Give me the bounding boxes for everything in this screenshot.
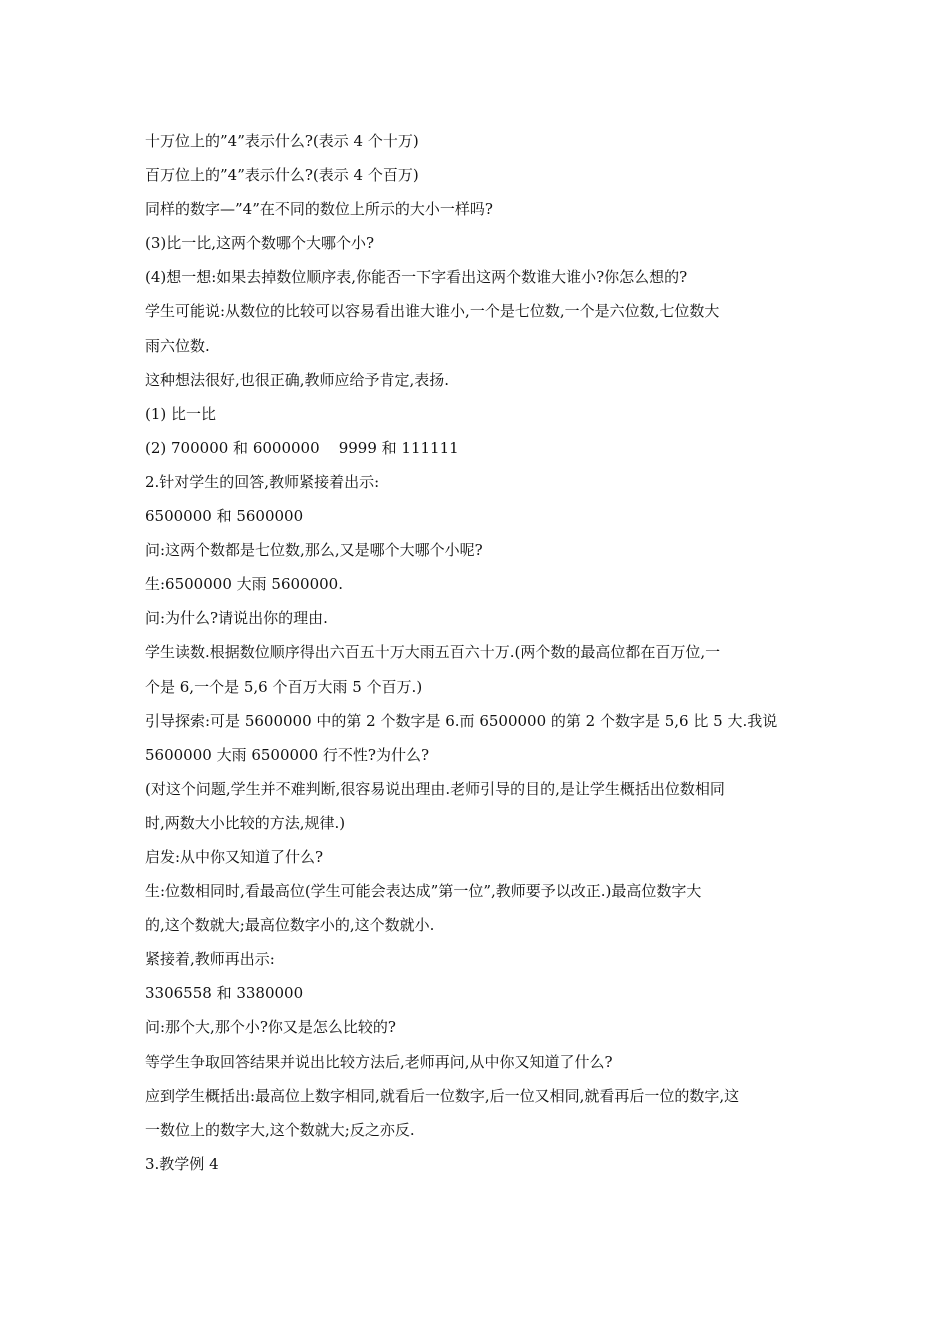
text-line: (4)想一想:如果去掉数位顺序表,你能否一下字看出这两个数谁大谁小?你怎么想的? [145,268,688,287]
text-line: 引导探索:可是 5600000 中的第 2 个数字是 6.而 6500000 的第 2 个数字是 5,6 比 5 大.我说 [145,711,778,730]
text-line: 3306558 和 3380000 [145,984,304,1003]
text-line: 6500000 和 5600000 [145,507,304,526]
document-body [145,124,815,1181]
text-line: 问:这两个数都是七位数,那么,又是哪个大哪个小呢? [145,541,483,560]
text-line: 5600000 大雨 6500000 行不性?为什么? [145,745,429,764]
text-line: 应到学生概括出:最高位上数字相同,就看后一位数字,后一位又相同,就看再后一位的数字,这 [145,1086,740,1105]
text-line: 启发:从中你又知道了什么? [145,847,324,866]
text-line: 问:为什么?请说出你的理由. [145,609,328,628]
text-line: 一数位上的数字大,这个数就大;反之亦反. [145,1120,415,1139]
text-line: 时,两数大小比较的方法,规律.) [145,813,346,832]
text-line: 学生读数.根据数位顺序得出六百五十万大雨五百六十万.(两个数的最高位都在百万位,一 [145,643,721,662]
text-line: 这种想法很好,也很正确,教师应给予肯定,表扬. [145,370,450,389]
text-line: 等学生争取回答结果并说出比较方法后,老师再问,从中你又知道了什么? [145,1052,613,1071]
text-line: 3.教学例 4 [145,1154,219,1173]
text-line: 雨六位数. [145,336,210,355]
text-line: (2) 700000 和 6000000 9999 和 111111 [145,438,459,457]
text-line: 2.针对学生的回答,教师紧接着出示: [145,472,380,491]
text-line: 生:6500000 大雨 5600000. [145,575,343,594]
text-line: 个是 6,一个是 5,6 个百万大雨 5 个百万.) [145,677,423,696]
text-line: 生:位数相同时,看最高位(学生可能会表达成”第一位”,教师要予以改正.)最高位数字大 [145,882,702,901]
text-line: 学生可能说:从数位的比较可以容易看出谁大谁小,一个是七位数,一个是六位数,七位数大 [145,302,720,321]
text-line: 百万位上的”4”表示什么?(表示 4 个百万) [145,166,419,185]
text-line: 的,这个数就大;最高位数字小的,这个数就小. [145,916,435,935]
text-line: 问:那个大,那个小?你又是怎么比较的? [145,1018,396,1037]
text-line: 紧接着,教师再出示: [145,950,275,969]
text-line: (1) 比一比 [145,404,217,423]
text-line: (3)比一比,这两个数哪个大哪个小? [145,234,375,253]
text-line: 同样的数字—”4”在不同的数位上所示的大小一样吗? [145,200,493,219]
text-line: (对这个问题,学生并不难判断,很容易说出理由.老师引导的目的,是让学生概括出位数相同 [145,779,725,798]
text-line: 十万位上的”4”表示什么?(表示 4 个十万) [145,132,419,150]
